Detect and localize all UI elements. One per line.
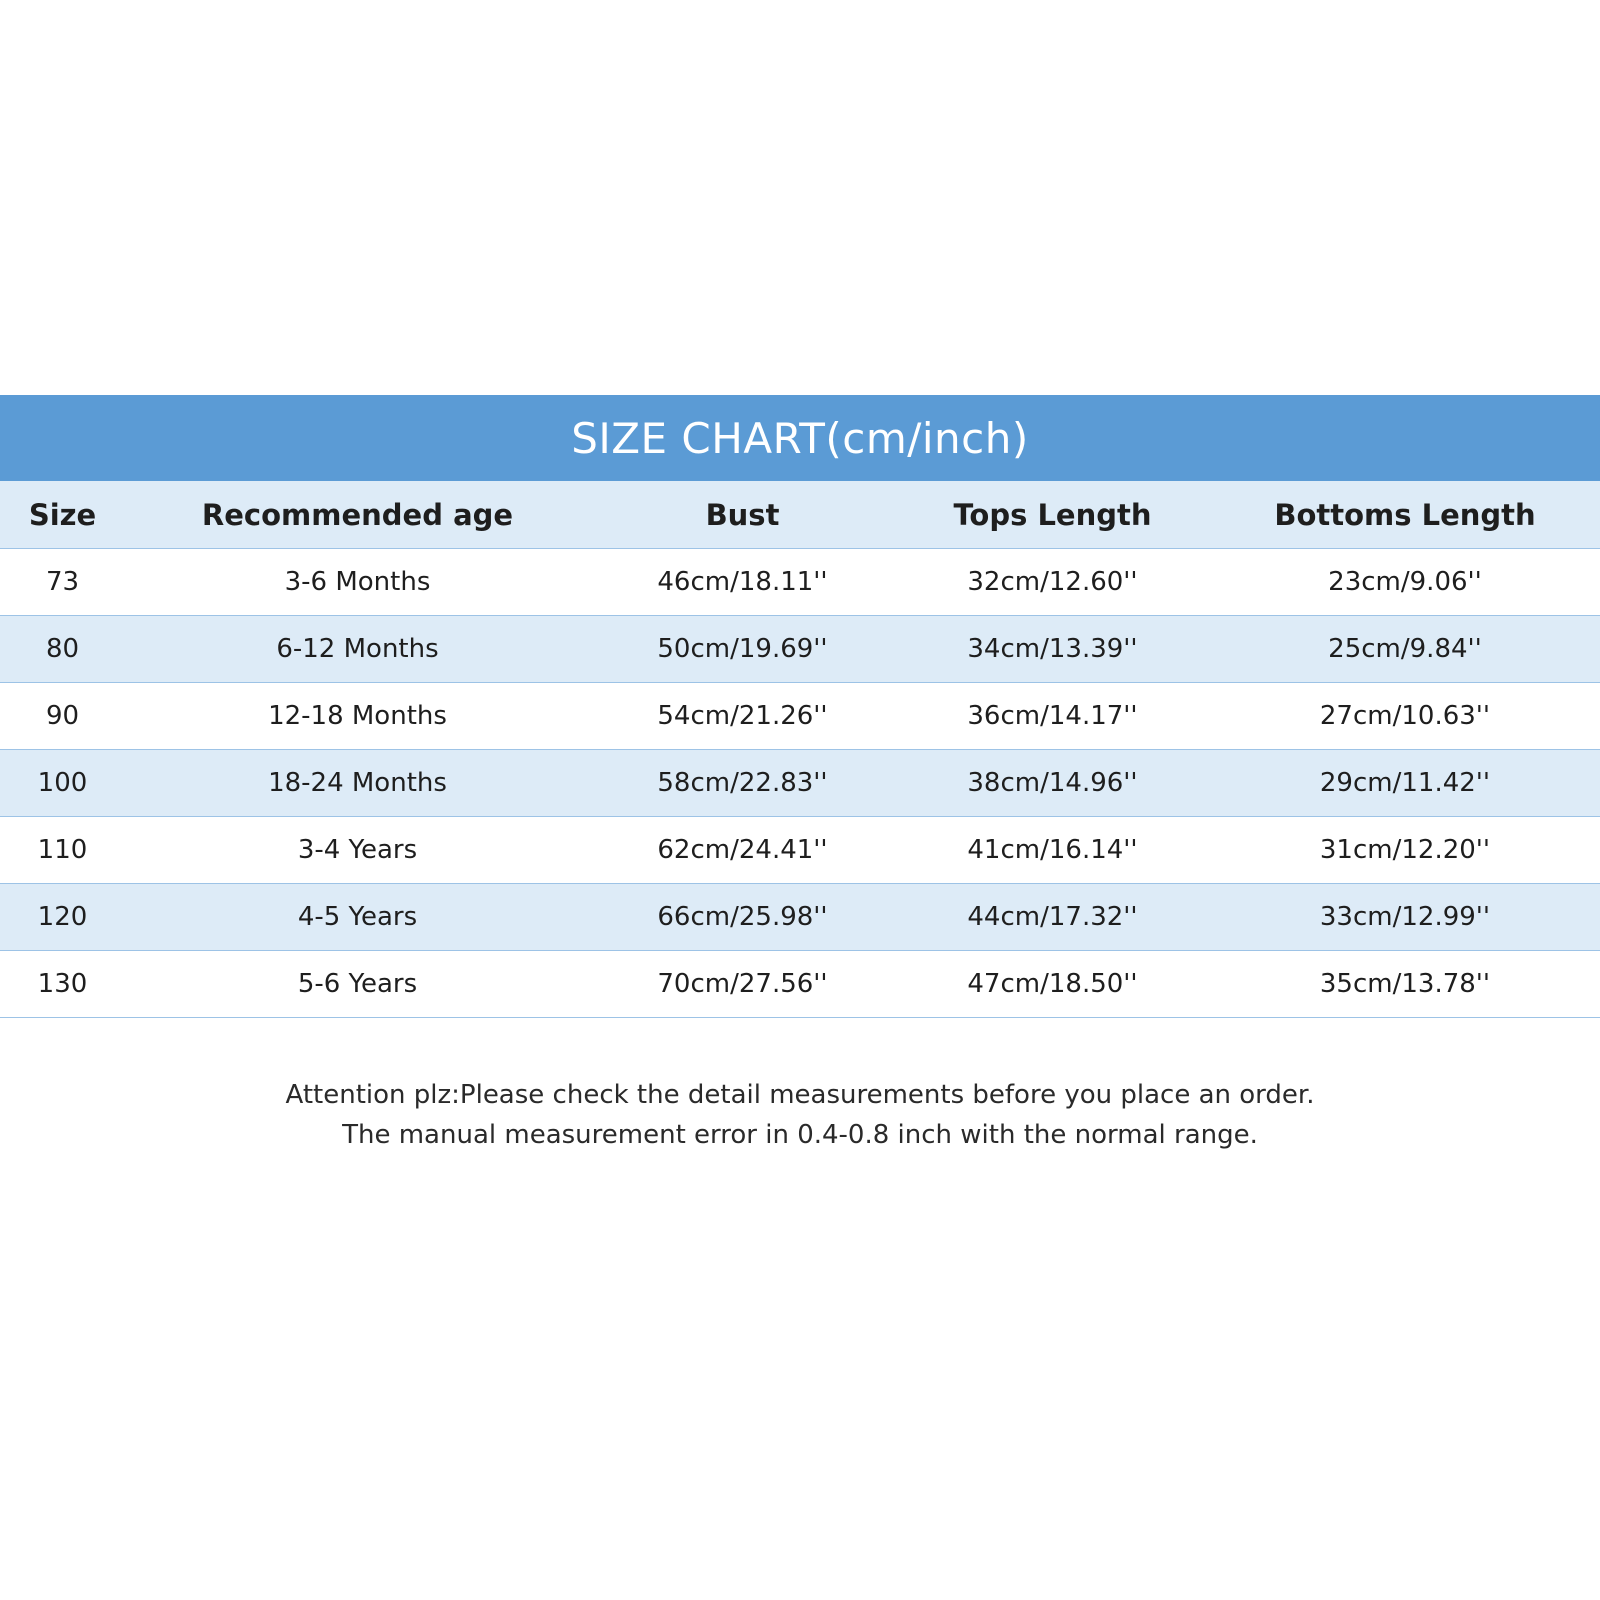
cell-tops-length: 32cm/12.60'': [895, 549, 1210, 616]
cell-size: 73: [0, 549, 125, 616]
cell-bust: 62cm/24.41'': [590, 817, 895, 884]
cell-tops-length: 36cm/14.17'': [895, 683, 1210, 750]
cell-bottoms-length: 23cm/9.06'': [1210, 549, 1600, 616]
cell-tops-length: 38cm/14.96'': [895, 750, 1210, 817]
cell-bust: 70cm/27.56'': [590, 951, 895, 1018]
size-table: [0, 481, 1600, 1018]
cell-bust: 58cm/22.83'': [590, 750, 895, 817]
cell-bottoms-length: 31cm/12.20'': [1210, 817, 1600, 884]
cell-tops-length: 34cm/13.39'': [895, 616, 1210, 683]
cell-age: 18-24 Months: [125, 750, 590, 817]
cell-size: 80: [0, 616, 125, 683]
cell-age: 5-6 Years: [125, 951, 590, 1018]
size-chart: [0, 395, 1600, 1018]
cell-bottoms-length: 33cm/12.99'': [1210, 884, 1600, 951]
cell-size: 90: [0, 683, 125, 750]
table-row: [0, 683, 1600, 750]
header-size: Size: [0, 481, 125, 549]
table-row: [0, 817, 1600, 884]
cell-age: 3-6 Months: [125, 549, 590, 616]
cell-tops-length: 44cm/17.32'': [895, 884, 1210, 951]
cell-bottoms-length: 27cm/10.63'': [1210, 683, 1600, 750]
cell-age: 6-12 Months: [125, 616, 590, 683]
cell-bust: 46cm/18.11'': [590, 549, 895, 616]
cell-size: 100: [0, 750, 125, 817]
cell-age: 4-5 Years: [125, 884, 590, 951]
cell-bottoms-length: 35cm/13.78'': [1210, 951, 1600, 1018]
cell-age: 12-18 Months: [125, 683, 590, 750]
header-recommended-age: Recommended age: [125, 481, 590, 549]
note-line: The manual measurement error in 0.4-0.8 inch with the normal range.: [342, 1120, 1258, 1150]
header-tops-length: Tops Length: [895, 481, 1210, 549]
size-chart-title: SIZE CHART(cm/inch): [0, 395, 1600, 481]
cell-size: 110: [0, 817, 125, 884]
cell-tops-length: 47cm/18.50'': [895, 951, 1210, 1018]
cell-bust: 66cm/25.98'': [590, 884, 895, 951]
cell-bottoms-length: 29cm/11.42'': [1210, 750, 1600, 817]
attention-notes: [0, 1075, 1600, 1155]
cell-size: 130: [0, 951, 125, 1018]
cell-age: 3-4 Years: [125, 817, 590, 884]
cell-bottoms-length: 25cm/9.84'': [1210, 616, 1600, 683]
header-row: [0, 481, 1600, 549]
cell-tops-length: 41cm/16.14'': [895, 817, 1210, 884]
cell-bust: 54cm/21.26'': [590, 683, 895, 750]
note-line: Attention plz:Please check the detail measurements before you place an order.: [285, 1080, 1315, 1110]
header-bottoms-length: Bottoms Length: [1210, 481, 1600, 549]
table-row: [0, 884, 1600, 951]
table-row: [0, 549, 1600, 616]
cell-bust: 50cm/19.69'': [590, 616, 895, 683]
header-bust: Bust: [590, 481, 895, 549]
table-row: [0, 616, 1600, 683]
table-row: [0, 750, 1600, 817]
cell-size: 120: [0, 884, 125, 951]
table-row: [0, 951, 1600, 1018]
